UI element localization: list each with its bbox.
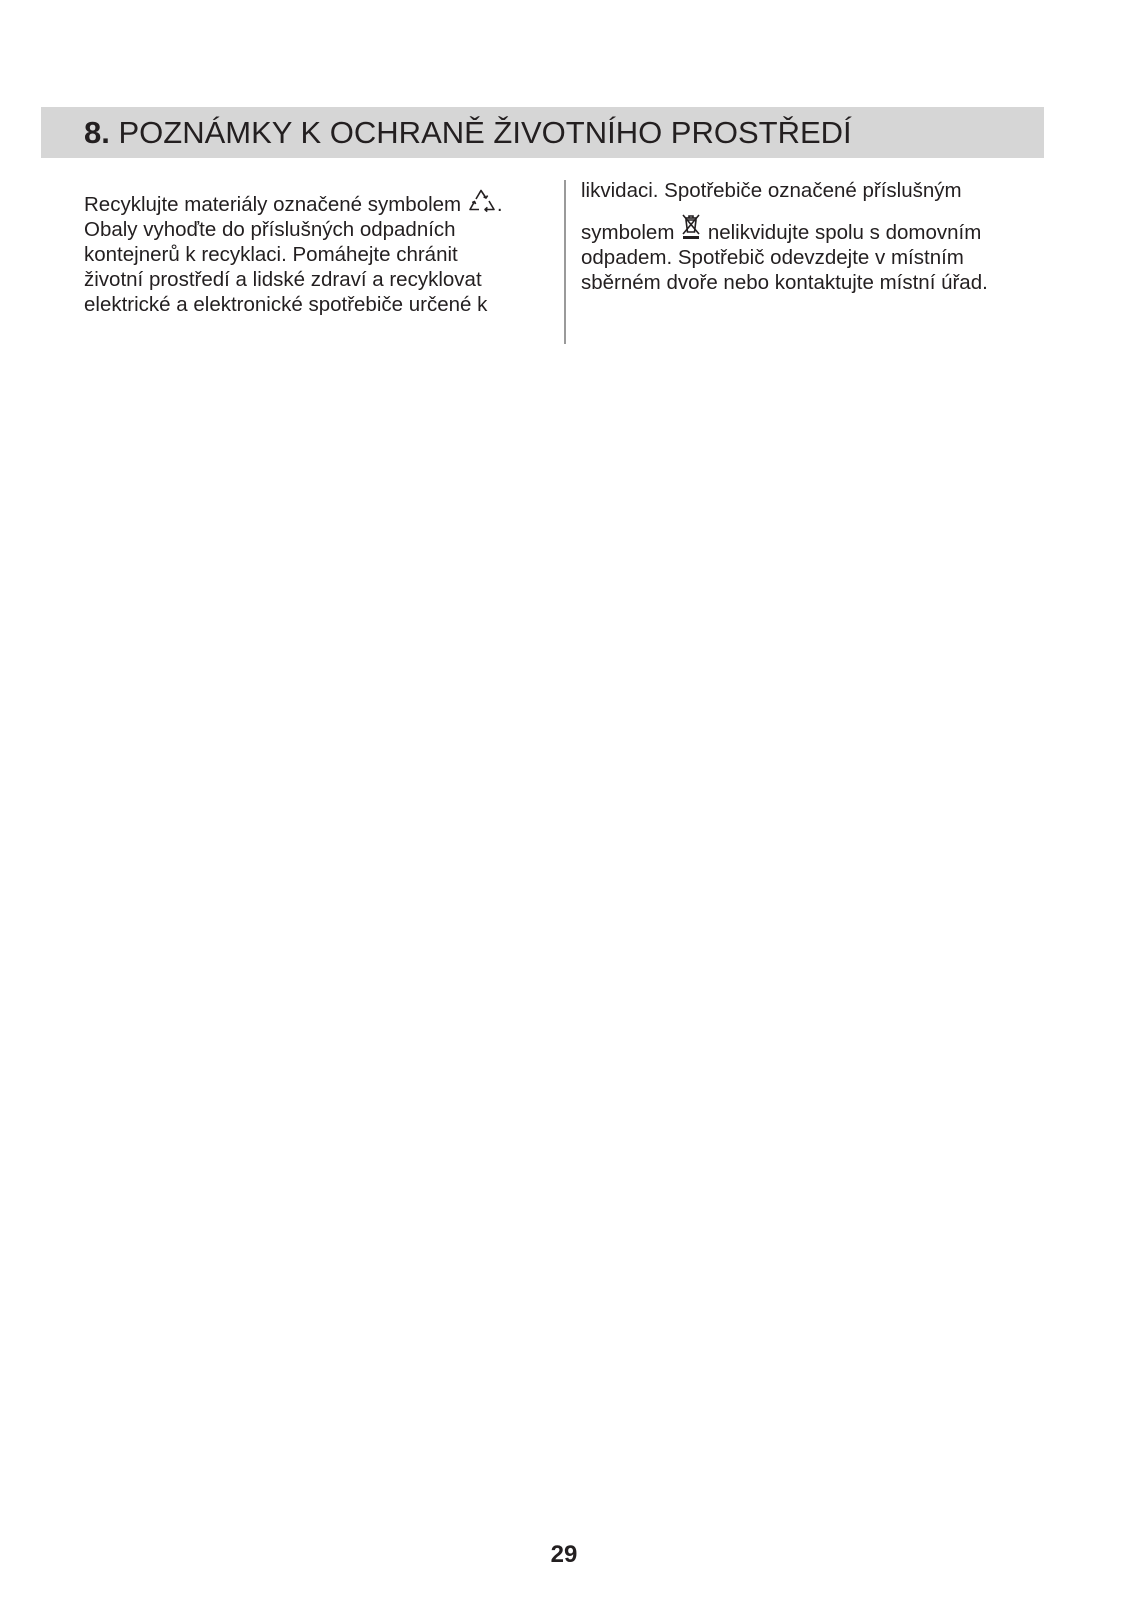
text-fragment: nelikvidujte spolu s domovním <box>707 221 982 244</box>
left-column <box>84 187 554 317</box>
paragraph-line: životní prostředí a lidské zdraví a recyklovat <box>84 268 482 291</box>
paragraph-line: kontejnerů k recyklaci. Pomáhejte chránit <box>84 243 458 266</box>
paragraph-line: sběrném dvoře nebo kontaktujte místní úřad. <box>581 271 988 294</box>
section-header <box>41 107 1044 158</box>
paragraph-line <box>84 187 554 217</box>
paragraph-line: odpadem. Spotřebič odevzdejte v místním <box>581 246 964 269</box>
paragraph-line <box>581 213 1051 245</box>
section-number: 8. <box>84 115 110 150</box>
recycle-icon <box>467 187 497 217</box>
text-fragment: . <box>496 193 503 216</box>
crossed-out-bin-icon <box>680 213 702 245</box>
text-fragment: symbolem <box>581 221 675 244</box>
right-column <box>581 178 1051 295</box>
section-title <box>84 115 852 151</box>
text-fragment: Recyklujte materiály označené symbolem <box>84 193 462 216</box>
paragraph-line: likvidaci. Spotřebiče označené příslušným <box>581 179 962 202</box>
page-number: 29 <box>550 1541 578 1568</box>
paragraph-line: elektrické a elektronické spotřebiče určené k <box>84 293 488 316</box>
column-divider <box>564 180 566 344</box>
paragraph-line: Obaly vyhoďte do příslušných odpadních <box>84 218 456 241</box>
section-title-text: POZNÁMKY K OCHRANĚ ŽIVOTNÍHO PROSTŘEDÍ <box>118 115 852 150</box>
